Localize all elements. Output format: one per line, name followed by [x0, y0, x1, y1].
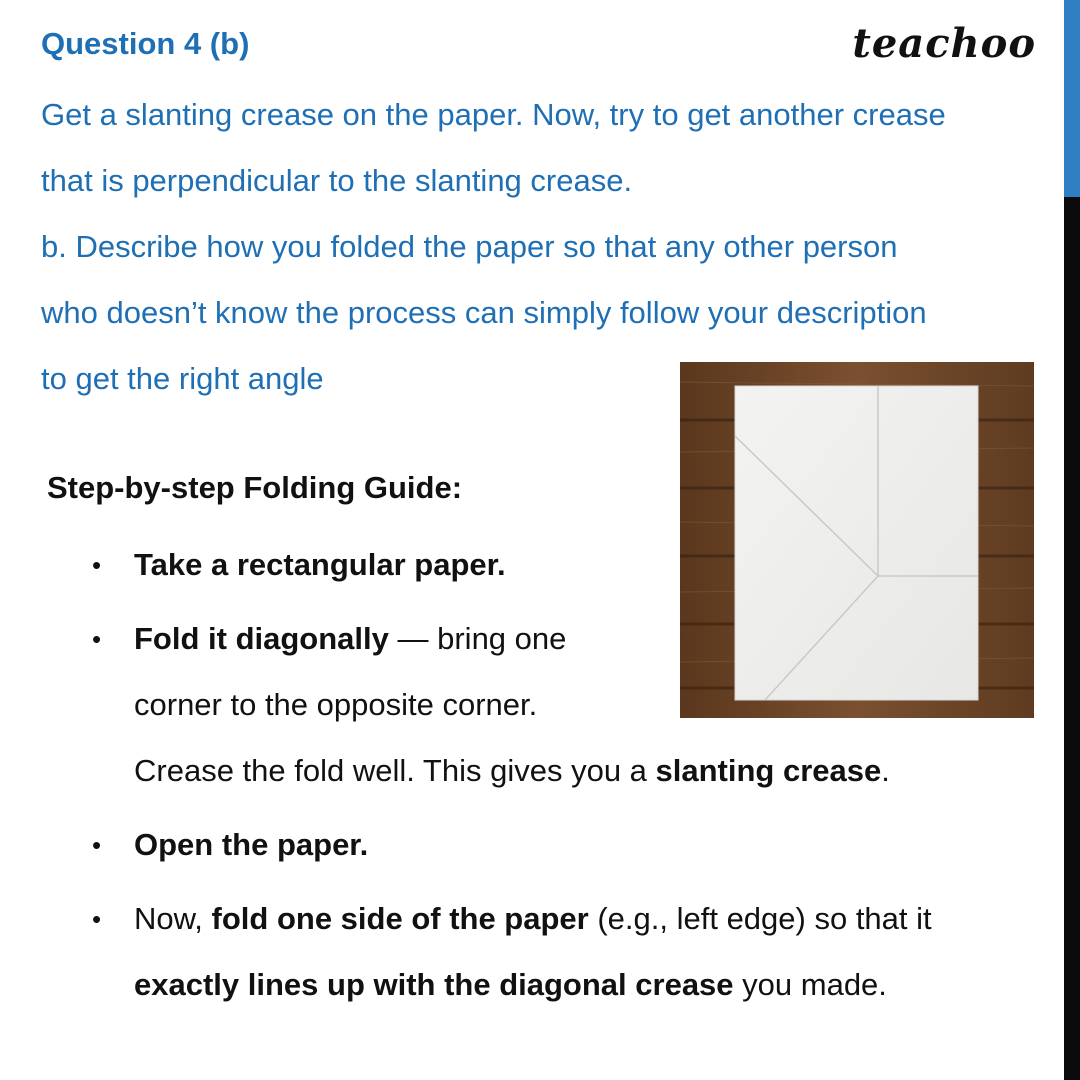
step-bold-text: Fold it diagonally: [134, 621, 389, 656]
step-bold-text: slanting crease: [655, 753, 882, 788]
step-bold-text: Open the paper.: [134, 827, 369, 862]
bullet: •: [92, 830, 102, 860]
list-item: [0, 606, 1060, 804]
list-item: [0, 812, 1060, 878]
question-line: Get a slanting crease on the paper. Now, try to get another crease: [41, 97, 946, 132]
step-text: you made.: [733, 967, 887, 1002]
step-bold-text: Take a rectangular paper.: [134, 547, 506, 582]
step-text: .: [881, 753, 890, 788]
right-accent-bar-blue: [1064, 0, 1080, 197]
teachoo-logo: teachoo: [852, 20, 1036, 67]
question-line: to get the right angle: [41, 361, 324, 396]
step-text: (e.g., left edge) so that it: [588, 901, 932, 936]
step-text: — bring one: [388, 621, 567, 656]
steps-list: [0, 532, 1060, 1026]
step-bold-text: exactly lines up with the diagonal crease: [134, 967, 734, 1002]
list-item: [0, 886, 1060, 1018]
question-title: Question 4 (b): [41, 26, 250, 61]
step-text: Now,: [134, 901, 212, 936]
bullet: •: [92, 624, 102, 654]
question-line: that is perpendicular to the slanting crease.: [41, 163, 633, 198]
question-line: b. Describe how you folded the paper so that any other person: [41, 229, 898, 264]
question-line: who doesn’t know the process can simply follow your description: [41, 295, 927, 330]
bullet: •: [92, 904, 102, 934]
bullet: •: [92, 550, 102, 580]
list-item: [0, 532, 1060, 598]
guide-title: Step-by-step Folding Guide:: [47, 470, 463, 505]
step-text: Crease the fold well. This gives you a: [134, 753, 656, 788]
step-text: corner to the opposite corner.: [134, 687, 538, 722]
step-bold-text: fold one side of the paper: [211, 901, 589, 936]
right-accent-bar-black: [1064, 197, 1080, 1080]
